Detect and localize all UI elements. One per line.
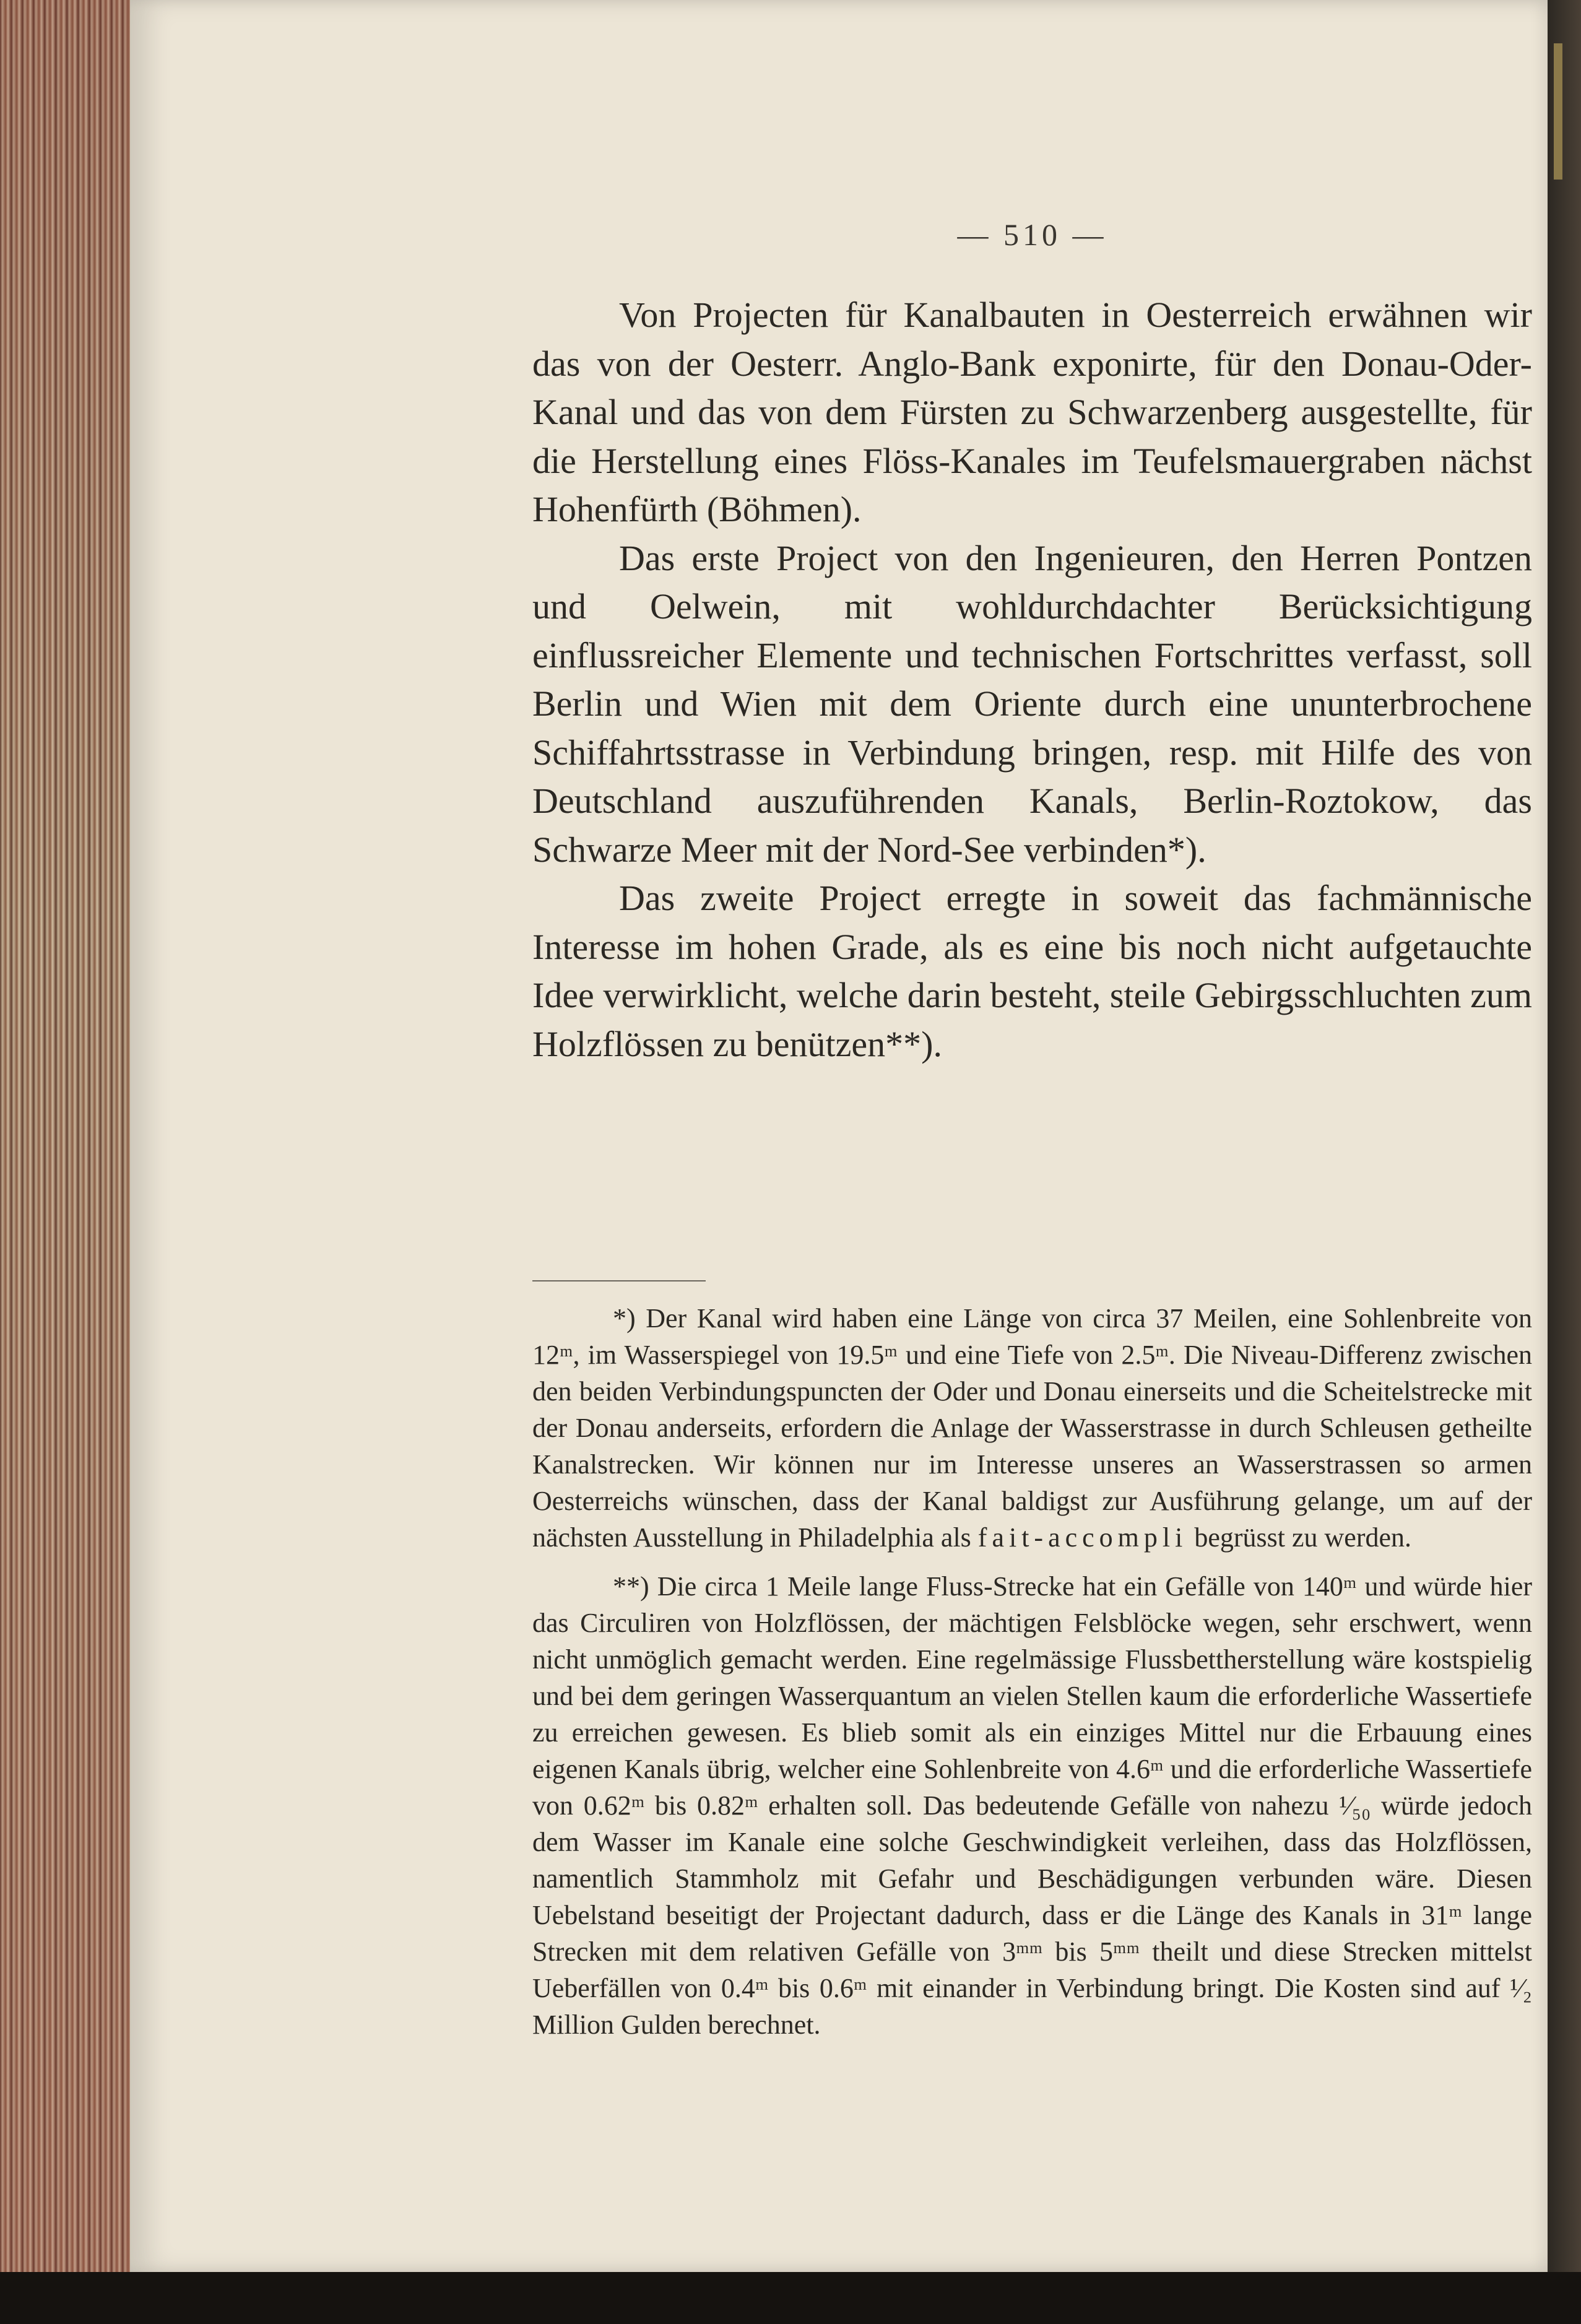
footnote-1-end: begrüsst zu werden. [1194,1522,1412,1553]
footnote-1 [532,1300,1532,1556]
book-page [130,0,1548,2272]
paragraph-2: Das erste Project von den Ingenieuren, den Herren Pontzen und Oelwein, mit wohldurchdachter Berücksichtigung einflussreicher Elemente und technischen Fortschrittes verfasst, soll Berlin und Wien mit dem Oriente durch eine ununterbrochene Schiffahrtsstrasse in Verbindung bringen, resp. mit Hilfe des von Deutschland auszuführenden Kanals, Berlin-Roztokow, das Schwarze Meer mit der Nord-See verbinden*). [532,537,1532,870]
right-book-edge [1548,0,1581,2324]
body-text [532,291,1532,1069]
footnote-separator [532,1280,706,1281]
bottom-shadow [0,2272,1581,2324]
footnote-1-emphasis: fait-accompli [977,1522,1188,1553]
footnote-2: **) Die circa 1 Meile lange Fluss-Strecke hat ein Gefälle von 140ᵐ und würde hier das Circuliren von Holzflössen, der mächtigen Felsblöcke wegen, sehr erschwert, wenn nicht unmöglich gemacht werden. Eine regelmässige Flussbettherstellung wäre kostspielig und bei dem geringen Wasserquantum an vielen Stellen kaum die erforderliche Wassertiefe zu erreichen gewesen. Es blieb somit als ein einziges Mittel nur die Erbauung eines eigenen Kanals übrig, welcher eine Sohlenbreite von 4.6ᵐ und die erforderliche Wassertiefe von 0.62ᵐ bis 0.82ᵐ erhalten soll. Das bedeutende Gefälle von nahezu ¹⁄₅₀ würde jedoch dem Wasser im Kanale eine solche Geschwindigkeit verleihen, dass das Holzflössen, namentlich Stammholz mit Gefahr und Beschädigungen verbunden wäre. Diesen Uebelstand beseitigt der Projectant dadurch, dass er die Länge des Kanals in 31ᵐ lange Strecken mit dem relativen Gefälle von 3ᵐᵐ bis 5ᵐᵐ theilt und diese Strecken mittelst Ueberfällen von 0.4ᵐ bis 0.6ᵐ mit einander in Verbindung bringt. Die Kosten sind auf ¹⁄₂ Million Gulden berechnet. [532,1571,1532,2040]
paragraph-1: Von Projecten für Kanalbauten in Oesterreich erwähnen wir das von der Oesterr. Anglo-Bank exponirte, für den Donau-Oder-Kanal und das von dem Fürsten zu Schwarzenberg ausgestellte, für die Herstellung eines Flöss-Kanales im Teufelsmauergraben nächst Hohenfürth (Böhmen). [532,295,1532,529]
footnote-1-text: *) Der Kanal wird haben eine Länge von circa 37 Meilen, eine Sohlenbreite von 12ᵐ, im Wasserspiegel von 19.5ᵐ und eine Tiefe von 2.5ᵐ. Die Niveau-Differenz zwischen den beiden Verbindungspuncten der Oder und Donau einerseits und die Scheitelstrecke mit der Donau anderseits, erfordern die Anlage der Wasserstrasse in durch Schleusen getheilte Kanalstrecken. Wir können nur im Interesse unseres an Wasserstrassen so armen Oesterreichs wünschen, dass der Kanal baldigst zur Ausführung gelange, um auf der nächsten Ausstellung in Philadelphia als [532,1303,1532,1553]
page-number: — 510 — [957,217,1107,252]
bookmark-tab [1554,43,1562,180]
footnotes [532,1300,1532,2055]
paragraph-3: Das zweite Project erregte in soweit das fachmännische Interesse im hohen Grade, als es eine bis noch nicht aufgetauchte Idee verwirklicht, welche darin besteht, steile Gebirgsschluchten zum Holzflössen zu benützen**). [532,878,1532,1064]
